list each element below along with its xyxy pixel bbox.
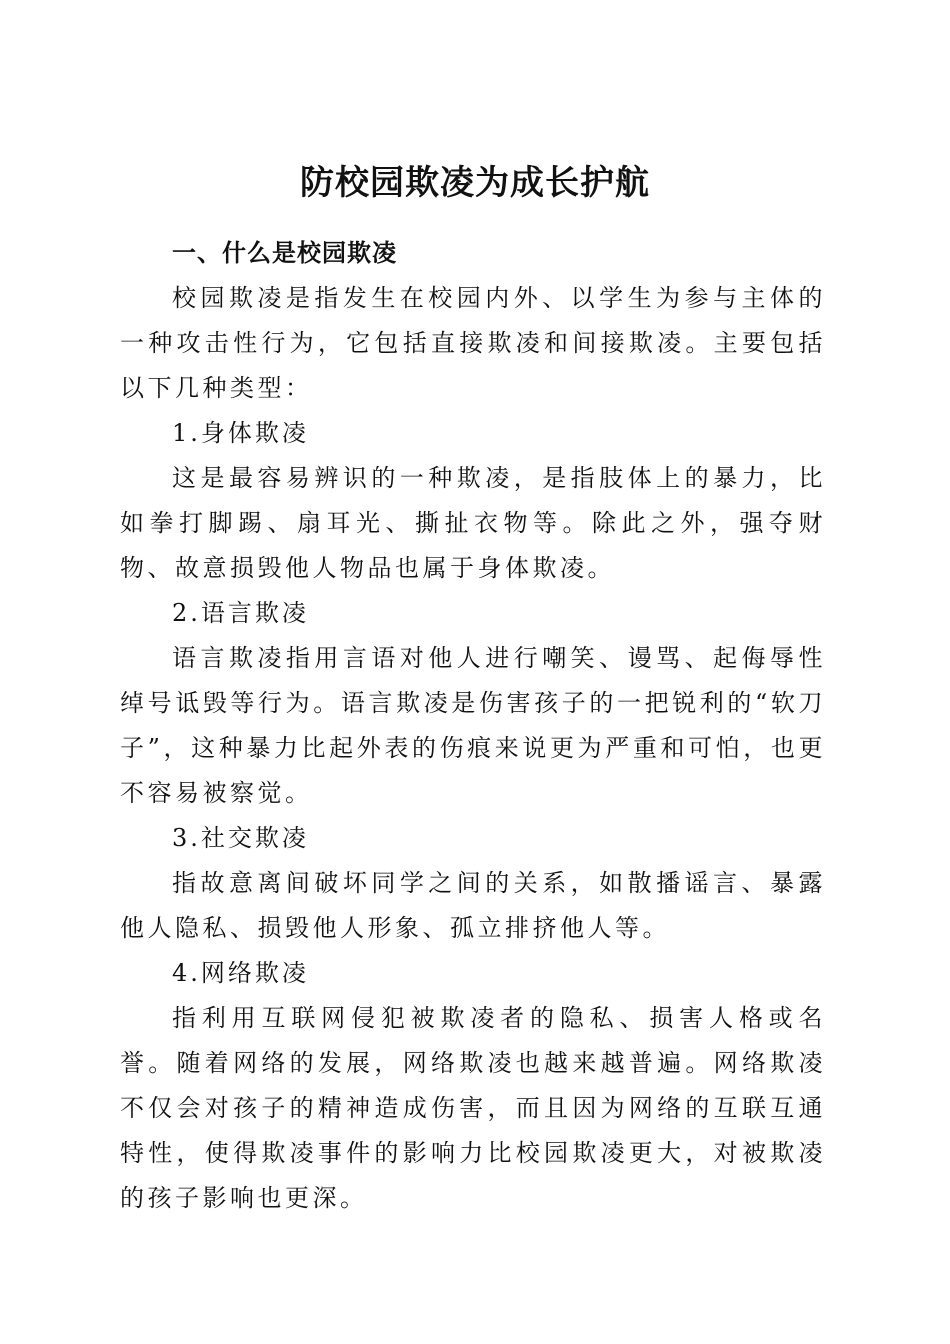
type-text-cyber: 指利用互联网侵犯被欺凌者的隐私、损害人格或名誉。随着网络的发展，网络欺凌也越来越普遍。网络欺凌不仅会对孩子的精神造成伤害，而且因为网络的互联互通特性，使得欺凌事件的影响力比校园欺凌更大，对被欺凌的孩子影响也更深。 (120, 1004, 826, 1212)
document-title: 防校园欺凌为成长护航 (300, 162, 650, 203)
type-heading-physical: 1.身体欺凌 (172, 419, 309, 447)
type-heading-social: 3.社交欺凌 (172, 824, 309, 852)
type-text-physical: 这是最容易辨识的一种欺凌，是指肢体上的暴力，比如拳打脚踢、扇耳光、撕扯衣物等。除此之外，强夺财物、故意损毁他人物品也属于身体欺凌。 (120, 464, 826, 582)
type-heading-verbal: 2.语言欺凌 (172, 599, 309, 627)
type-heading-cyber: 4.网络欺凌 (172, 959, 309, 987)
document-body (120, 230, 826, 1221)
type-text-social: 指故意离间破坏同学之间的关系，如散播谣言、暴露他人隐私、损毁他人形象、孤立排挤他人等。 (120, 869, 826, 942)
intro-paragraph: 校园欺凌是指发生在校园内外、以学生为参与主体的一种攻击性行为，它包括直接欺凌和间接欺凌。主要包括以下几种类型： (120, 284, 826, 402)
type-text-verbal: 语言欺凌指用言语对他人进行嘲笑、谩骂、起侮辱性绰号诋毁等行为。语言欺凌是伤害孩子的一把锐利的“软刀子”，这种暴力比起外表的伤痕来说更为严重和可怕，也更不容易被察觉。 (120, 644, 826, 807)
section-heading: 一、什么是校园欺凌 (172, 239, 397, 267)
